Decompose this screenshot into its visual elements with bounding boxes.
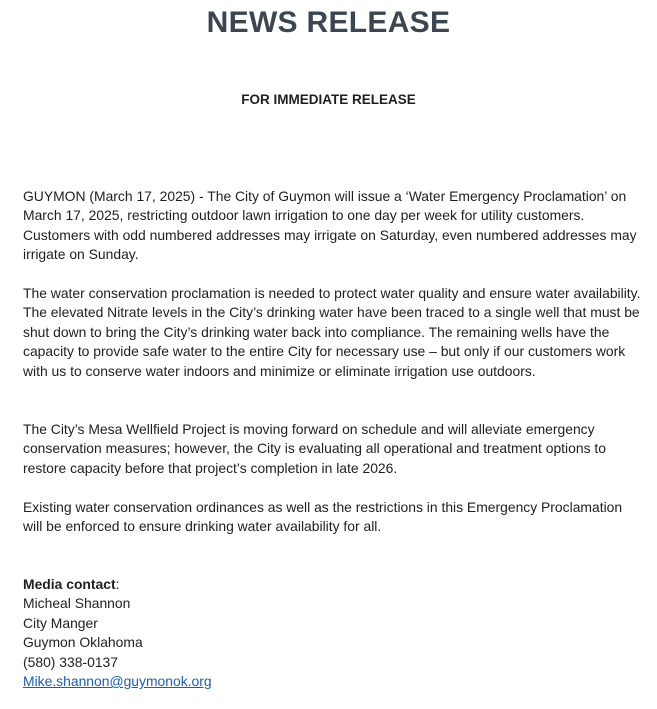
media-contact-block — [23, 575, 212, 691]
contact-name: Micheal Shannon — [23, 595, 131, 612]
media-contact-label: Media contact — [23, 576, 116, 592]
paragraph-announcement: GUYMON (March 17, 2025) - The City of Guymon will issue a ‘Water Emergency Proclamation’ on March 17, 2025, restricting outdoor lawn irrigation to one day per week for utility customers. Customers with odd numbered addresses may irrigate on Saturday, even numbered addresses may irrigate on Sunday. — [23, 188, 637, 263]
media-contact-colon: : — [115, 576, 120, 592]
media-contact-label-line — [23, 575, 212, 594]
contact-role: City Manger — [23, 614, 98, 631]
page-title: NEWS RELEASE — [206, 6, 451, 39]
paragraph-reason: The water conservation proclamation is needed to protect water quality and ensure water availability. The elevated Nitrate levels in the City’s drinking water have been traced to a single well that must be shut down to bring the City’s drinking water back into compliance. The remaining wells have the capacity to provide safe water to the entire City for necessary use – but only if our customers work with us to conserve water indoors and minimize or eliminate irrigation use outdoors. — [23, 285, 641, 379]
paragraph-enforcement: Existing water conservation ordinances as well as the restrictions in this Emergency Proclamation will be enforced to ensure drinking water availability for all. — [23, 499, 623, 535]
contact-location: Guymon Oklahoma — [23, 634, 143, 651]
contact-phone: (580) 338-0137 — [23, 653, 118, 670]
contact-email-link[interactable]: Mike.shannon@guymonok.org — [23, 673, 212, 690]
paragraph-project: The City’s Mesa Wellfield Project is moving forward on schedule and will alleviate emergency conservation measures; however, the City is evaluating all operational and treatment options to restore capacity before that project’s completion in late 2026. — [23, 421, 606, 476]
release-type: FOR IMMEDIATE RELEASE — [241, 92, 416, 107]
